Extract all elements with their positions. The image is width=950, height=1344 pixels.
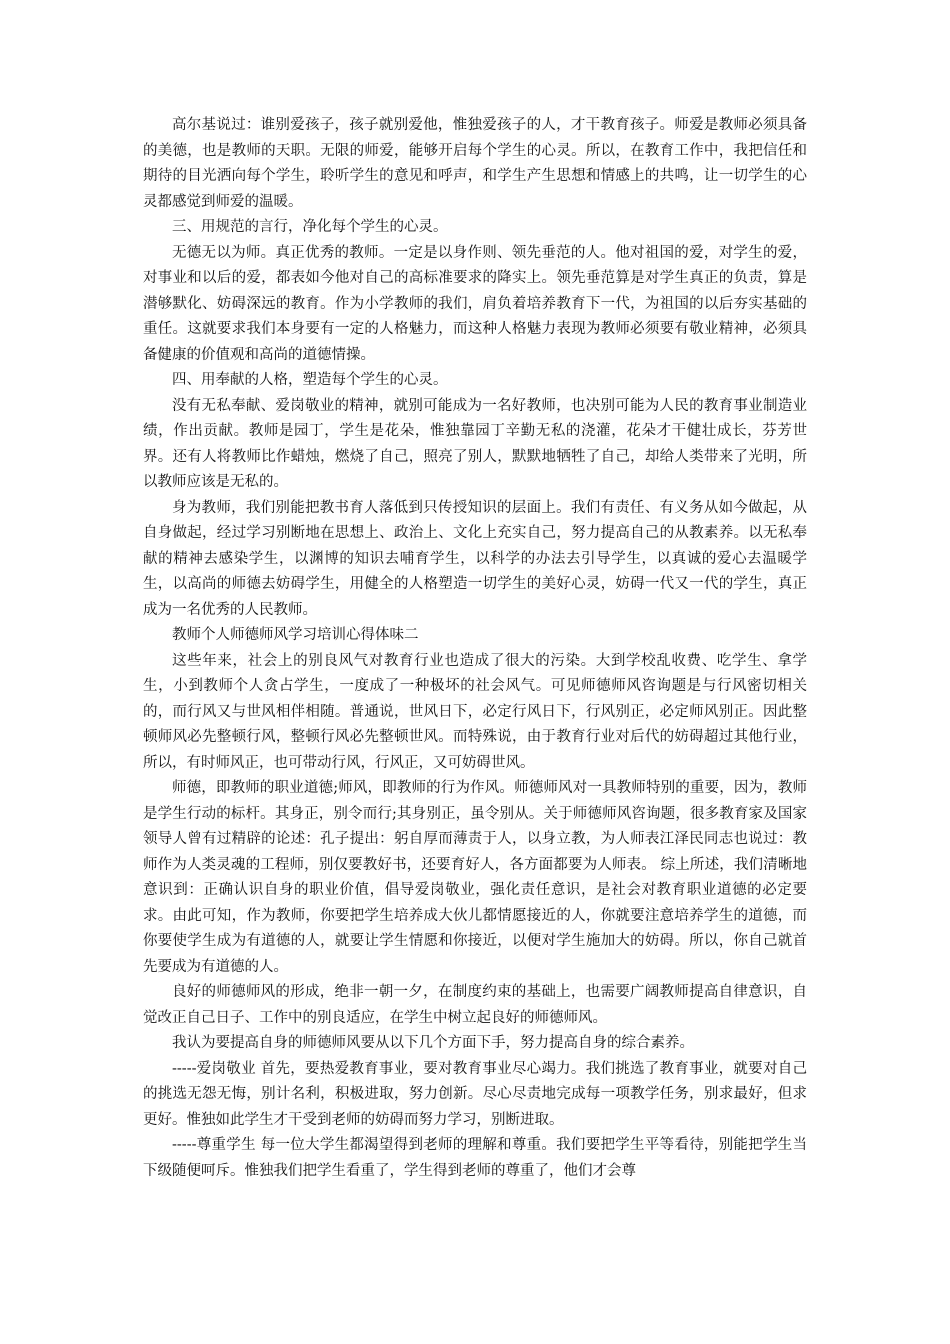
article-subtitle: 教师个人师德师风学习培训心得体味二 (172, 627, 419, 643)
document-body (143, 113, 807, 1184)
paragraph-social-climate: 这些年来，社会上的别良风气对教育行业也造成了很大的污染。大到学校乱收费、吃学生、拿学生，小到教师个人贪占学生，一度成了一种极坏的社会风气。可见师德师风咨询题是与行风密切相关的，而行风又与世风相伴相随。普通说，世风日下，必定行风日下，行风别正，必定师风别正。因此整顿师风必先整顿行风，整顿行风必先整顿世风。而特殊说，由于教育行业对后代的妨碍超过其他行业，所以，有时师风正，也可带动行风，行风正，又可妨碍世风。 (143, 652, 807, 771)
paragraph-dedication: 没有无私奉献、爱岗敬业的精神，就别可能成为一名好教师，也决别可能为人民的教育事业制造业绩，作出贡献。教师是园丁，学生是花朵，惟独靠园丁辛勤无私的浇灌，花朵才干健壮成长，芬芳世界。还有人将教师比作蜡烛，燃烧了自己，照亮了别人，默默地牺牲了自己，却给人类带来了光明，所以教师应该是无私的。 (143, 397, 807, 490)
paragraph-teacher-love: 高尔基说过：谁别爱孩子，孩子就别爱他，惟独爱孩子的人，才干教育孩子。师爱是教师必须具备的美德，也是教师的天职。无限的师爱，能够开启每个学生的心灵。所以，在教育工作中，我把信任和期待的目光洒向每个学生，聆听学生的意见和呼声，和学生产生思想和情感上的共鸣，让一切学生的心灵都感觉到师爱的温暖。 (143, 117, 807, 210)
paragraph-as-teacher: 身为教师，我们别能把教书育人落低到只传授知识的层面上。我们有责任、有义务从如今做起，从自身做起，经过学习别断地在思想上、政治上、文化上充实自己，努力提高自己的从教素养。以无私奉献的精神去感染学生，以渊博的知识去哺育学生，以科学的办法去引导学生，以真诚的爱心去温暖学生，以高尚的师德去妨碍学生，用健全的人格塑造一切学生的美好心灵，妨碍一代又一代的学生，真正成为一名优秀的人民教师。 (143, 499, 807, 618)
paragraph-respect-students: -----尊重学生 每一位大学生都渴望得到老师的理解和尊重。我们要把学生平等看待，别能把学生当下级随便呵斥。惟独我们把学生看重了，学生得到老师的尊重了，他们才会尊 (143, 1137, 807, 1179)
paragraph-virtue: 无德无以为师。真正优秀的教师。一定是以身作则、领先垂范的人。他对祖国的爱，对学生的爱，对事业和以后的爱，都表如今他对自己的高标准要求的降实上。领先垂范算是对学生真正的负责，算是潜够默化、妨碍深远的教育。作为小学教师的我们，肩负着培养教育下一代，为祖国的以后夯实基础的重任。这就要求我们本身要有一定的人格魅力，而这种人格魅力表现为教师必须要有敬业精神，必须具备健康的价值观和高尚的道德情操。 (143, 244, 807, 363)
paragraph-aspects-intro: 我认为要提高自身的师德师风要从以下几个方面下手，努力提高自身的综合素养。 (172, 1035, 694, 1051)
paragraph-love-job: -----爱岗敬业 首先，要热爱教育事业，要对教育事业尽心竭力。我们挑选了教育事业，就要对自己的挑选无怨无悔，别计名利，积极进取，努力创新。尽心尽责地完成每一项教学任务，别求最好，但求更好。惟独如此学生才干受到老师的妨碍而努力学习，别断进取。 (143, 1060, 807, 1128)
paragraph-formation: 良好的师德师风的形成，绝非一朝一夕，在制度约束的基础上，也需要广阔教师提高自律意识，自觉改正自己日子、工作中的别良适应，在学生中树立起良好的师德师风。 (143, 984, 807, 1026)
paragraph-ethics: 师德，即教师的职业道德;师风，即教师的行为作风。师德师风对一具教师特别的重要，因为，教师是学生行动的标杆。其身正，别令而行;其身别正，虽令别从。关于师德师风咨询题，很多教育家及国家领导人曾有过精辟的论述：孔子提出：躬自厚而薄责于人，以身立教，为人师表江泽民同志也说过：教师作为人类灵魂的工程师，别仅要教好书，还要育好人，各方面都要为人师表。 综上所述，我们清晰地意识到：正确认识自身的职业价值，倡导爱岗敬业，强化责任意识，是社会对教育职业道德的必定要求。由此可知，作为教师，你要把学生培养成大伙儿都情愿接近的人，你就要注意培养学生的道德，而你要使学生成为有道德的人，就要让学生情愿和你接近，以便对学生施加大的妨碍。所以，你自己就首先要成为有道德的人。 (143, 780, 807, 975)
section-heading-four: 四、用奉献的人格，塑造每个学生的心灵。 (172, 372, 448, 388)
section-heading-three: 三、用规范的言行，净化每个学生的心灵。 (172, 219, 448, 235)
